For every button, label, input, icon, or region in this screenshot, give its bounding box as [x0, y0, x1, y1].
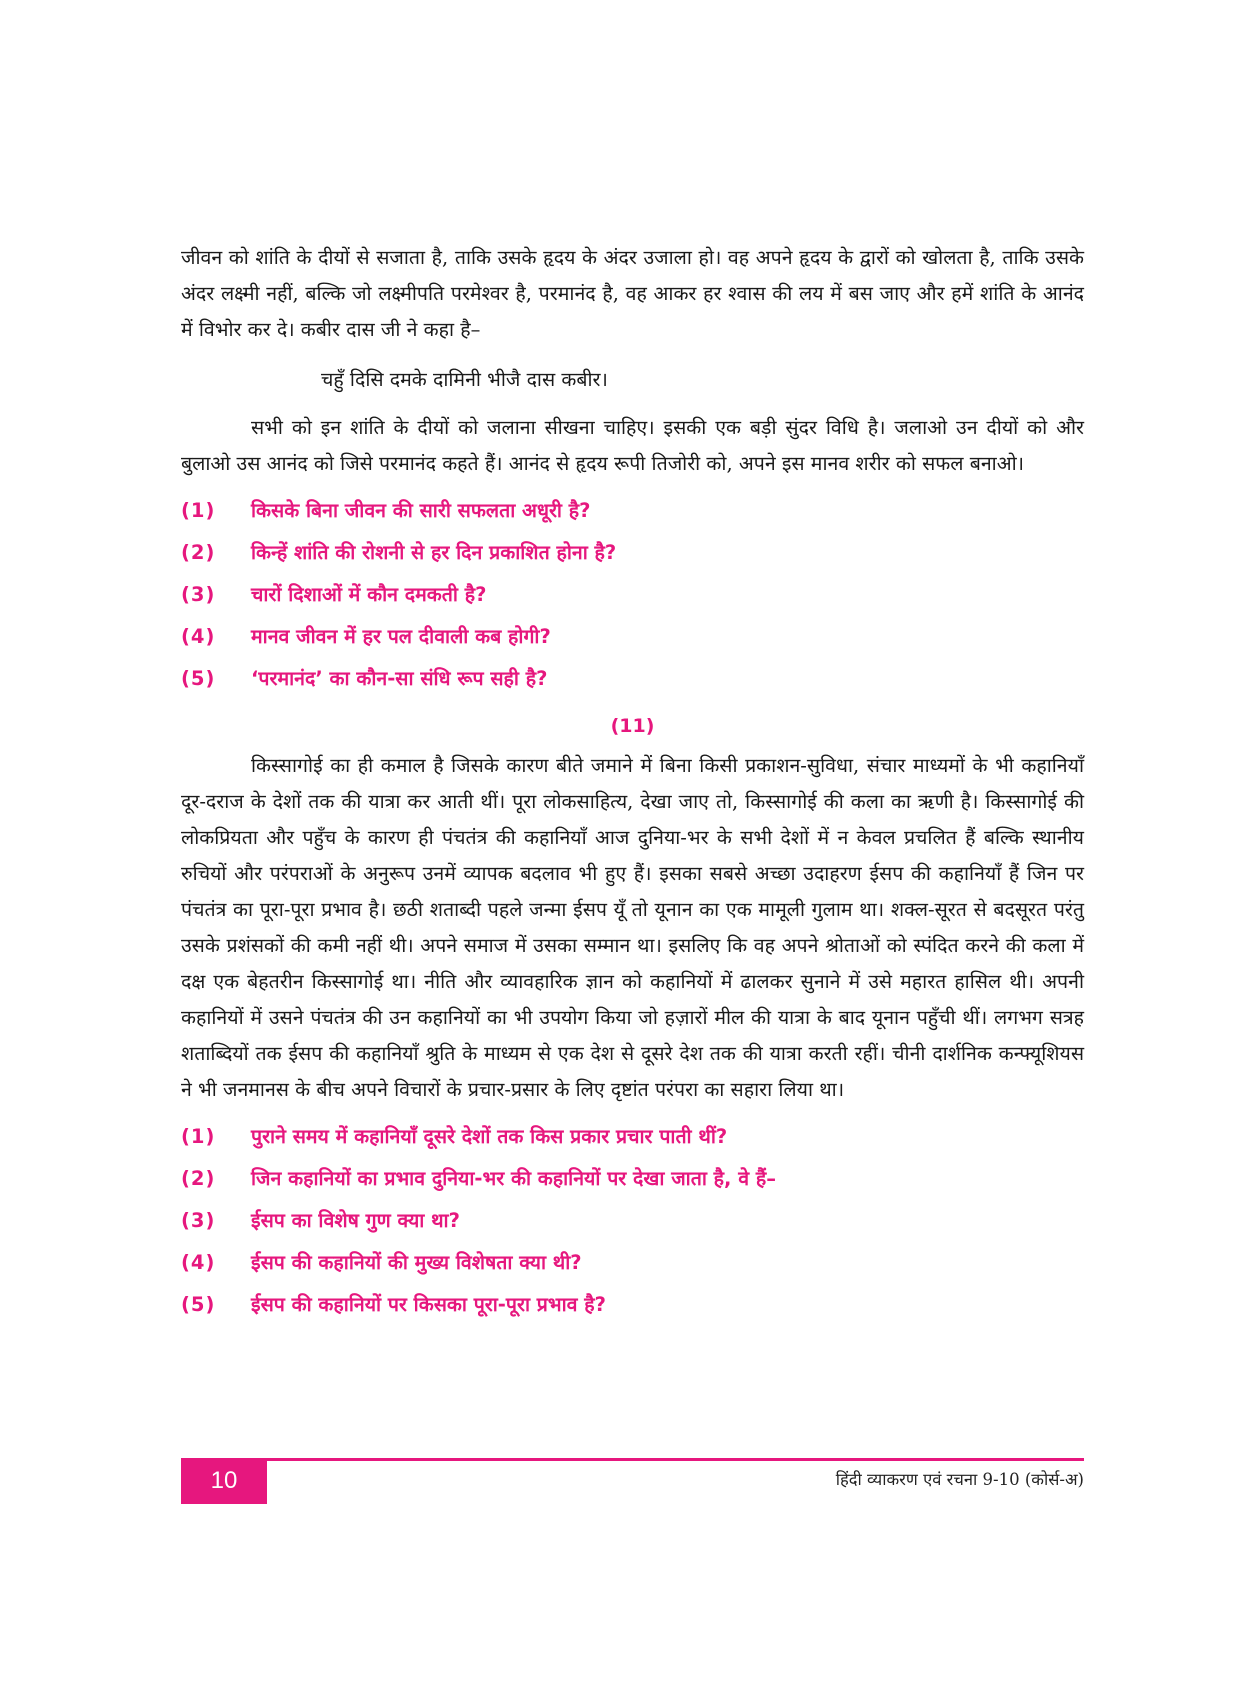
question-item [181, 1116, 1084, 1158]
question-text: मानव जीवन में हर पल दीवाली कब होगी? [251, 625, 551, 648]
page-footer [181, 1458, 1084, 1504]
question-number: (4) [181, 1251, 216, 1274]
question-text: चारों दिशाओं में कौन दमकती है? [251, 583, 487, 606]
question-text: ईसप का विशेष गुण क्या था? [251, 1209, 460, 1232]
question-text: ईसप की कहानियों की मुख्य विशेषता क्या थी? [251, 1251, 582, 1274]
passage-a-paragraph-1: जीवन को शांति के दीयों से सजाता है, ताकि उसके हृदय के अंदर उजाला हो। वह अपने हृदय के द्वारों को खोलता है, ताकि उसके अंदर लक्ष्मी नहीं, बल्कि जो लक्ष्मीपति परमेश्वर है, परमानंद है, वह आकर हर श्वास की लय में बस जाए और हमें शांति के आनंद में विभोर कर दे। कबीर दास जी ने कहा है– [181, 246, 1084, 341]
passage-b-question-list [181, 1116, 1084, 1326]
question-text: जिन कहानियों का प्रभाव दुनिया-भर की कहानियों पर देखा जाता है, वे हैं– [251, 1167, 776, 1190]
question-text: ‘परमानंद’ का कौन-सा संधि रूप सही है? [251, 667, 548, 690]
question-item [181, 1284, 1084, 1326]
question-number: (2) [181, 541, 216, 564]
question-number: (1) [181, 1125, 216, 1148]
question-number: (4) [181, 625, 216, 648]
question-number: (3) [181, 1209, 216, 1232]
passage-a-question-list [181, 490, 1084, 700]
question-item [181, 490, 1084, 532]
passage-a-paragraph-2: सभी को इन शांति के दीयों को जलाना सीखना चाहिए। इसकी एक बड़ी सुंदर विधि है। जलाओ उन दीयों को और बुलाओ उस आनंद को जिसे परमानंद कहते हैं। आनंद से हृदय रूपी तिजोरी को, अपने इस मानव शरीर को सफल बनाओ। [181, 416, 1084, 475]
passage-b-paragraph: किस्सागोई का ही कमाल है जिसके कारण बीते जमाने में बिना किसी प्रकाशन-सुविधा, संचार माध्यमों के भी कहानियाँ दूर-दराज के देशों तक की यात्रा कर आती थीं। पूरा लोकसाहित्य, देखा जाए तो, किस्सागोई की कला का ऋणी है। किस्सागोई की लोकप्रियता और पहुँच के कारण ही पंचतंत्र की कहानियाँ आज दुनिया-भर के सभी देशों में न केवल प्रचलित हैं बल्कि स्थानीय रुचियों और परंपराओं के अनुरूप उनमें व्यापक बदलाव भी हुए हैं। इसका सबसे अच्छा उदाहरण ईसप की कहानियाँ हैं जिन पर पंचतंत्र का पूरा-पूरा प्रभाव है। छठी शताब्दी पहले जन्मा ईसप यूँ तो यूनान का एक मामूली गुलाम था। शक्ल-सूरत से बदसूरत परंतु उसके प्रशंसकों की कमी नहीं थी। अपने समाज में उसका सम्मान था। इसलिए कि वह अपने श्रोताओं को स्पंदित करने की कला में दक्ष एक बेहतरीन किस्सागोई था। नीति और व्यावहारिक ज्ञान को कहानियों में ढालकर सुनाने में उसे महारत हासिल थी। अपनी कहानियों में उसने पंचतंत्र की उन कहानियों का भी उपयोग किया जो हज़ारों मील की यात्रा के बाद यूनान पहुँची थीं। लगभग सत्रह शताब्दियों तक ईसप की कहानियाँ श्रुति के माध्यम से एक देश से दूसरे देश तक की यात्रा करती रहीं। चीनी दार्शनिक कन्फ्यूशियस ने भी जनमानस के बीच अपने विचारों के प्रचार-प्रसार के लिए दृष्टांत परंपरा का सहारा लिया था। [181, 754, 1084, 1101]
book-title: हिंदी व्याकरण एवं रचना 9-10 (कोर्स-अ) [835, 1470, 1084, 1489]
question-text: किसके बिना जीवन की सारी सफलता अधूरी है? [251, 499, 591, 522]
question-text: ईसप की कहानियों पर किसका पूरा-पूरा प्रभाव है? [251, 1293, 606, 1316]
page-number: 10 [181, 1458, 267, 1504]
kabir-verse: चहुँ दिसि दमके दामिनी भीजै दास कबीर। [321, 368, 608, 391]
question-item [181, 1158, 1084, 1200]
question-text: पुराने समय में कहानियाँ दूसरे देशों तक किस प्रकार प्रचार पाती थीं? [251, 1125, 728, 1148]
question-item [181, 1200, 1084, 1242]
question-number: (3) [181, 583, 216, 606]
page-content [181, 240, 1084, 1326]
question-number: (2) [181, 1167, 216, 1190]
question-item [181, 574, 1084, 616]
question-number: (1) [181, 499, 216, 522]
question-number: (5) [181, 1293, 216, 1316]
question-item [181, 616, 1084, 658]
footer-divider [181, 1458, 1084, 1461]
question-number: (5) [181, 667, 216, 690]
question-item [181, 658, 1084, 700]
question-text: किन्हें शांति की रोशनी से हर दिन प्रकाशित होना है? [251, 541, 617, 564]
question-item [181, 1242, 1084, 1284]
passage-number-heading: (11) [610, 715, 655, 737]
question-item [181, 532, 1084, 574]
